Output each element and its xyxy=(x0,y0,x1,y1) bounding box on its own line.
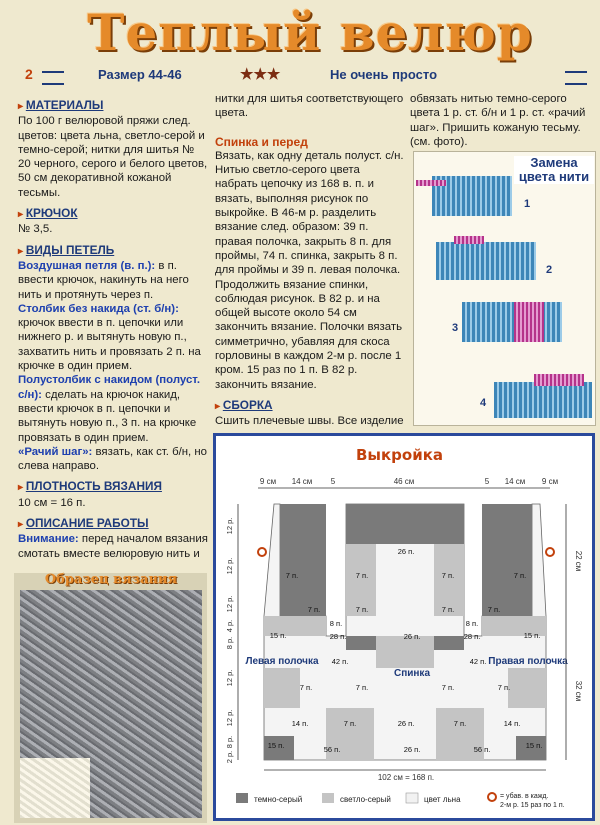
dim-label: 9 см xyxy=(541,477,559,486)
steps-title: Замена цвета нити xyxy=(514,156,594,184)
cell-label: 26 п. xyxy=(397,547,415,556)
cell-label: 7 п. xyxy=(307,605,321,614)
part-back-label: Спинка xyxy=(393,668,431,679)
step-number: 4 xyxy=(480,397,487,409)
cell-label: 26 п. xyxy=(403,745,421,754)
cell-label: 7 п. xyxy=(343,719,357,728)
yarn-strand xyxy=(454,236,484,244)
size-label: Размер 44-46 xyxy=(98,67,182,82)
cell-label: 8 п. xyxy=(329,619,343,628)
loops-heading: ▸ ВИДЫ ПЕТЕЛЬ xyxy=(18,243,208,259)
cell-label: 7 п. xyxy=(441,683,455,692)
dim-label: 2 р. xyxy=(225,750,234,764)
page-number: 2 xyxy=(25,66,33,82)
legend-decrease-text: = убав. в кажд. xyxy=(500,793,549,800)
knit-sample-photo xyxy=(20,590,202,818)
cell-label: 15 п. xyxy=(525,741,543,750)
dim-label: 5 xyxy=(484,477,490,486)
loop-3: Полустолбик с накидом (полуст. с/н): сделать на крючок накид, ввести крючок в п. цепочки и вытянуть новую п., 3 п. на крючке провязать в один прием. xyxy=(18,374,201,444)
back-text: Вязать, как одну деталь полуст. с/н. Нитью светло-серого цвета набрать цепочку из 168 в. п. и вязать, выполняя рисунок по выкройке. В 46-м р. разделить вязание след. образом: 39 п. правая полочка, закрыть 8 п. для проймы, 74 п. спинка, закрыть 8 п. для проймы и 39 п. левая полочка. Продолжить вязание спинки, соблюдая рисунок. В 82 р. и на общей высоте около 54 см закончить вязание. Полочки вязать симметрично, убавляя для скоса горловины в каждом 2-м р. после 1 кром. 15 раз по 1 п. В 82 р. закончить вязание. xyxy=(215,149,404,391)
dim-label: 14 см xyxy=(291,477,313,486)
cell-label: 26 п. xyxy=(397,719,415,728)
cell-label: 14 п. xyxy=(503,719,521,728)
difficulty-stars: ★★★ xyxy=(240,66,281,83)
cell-label: 7 п. xyxy=(513,571,527,580)
column-middle xyxy=(215,92,405,429)
column-right xyxy=(410,92,596,149)
bottom-dim-label: 102 см = 168 п. xyxy=(377,773,435,782)
cell-label: 7 п. xyxy=(355,571,369,580)
dim-label: 5 xyxy=(330,477,336,486)
dark-block xyxy=(280,504,326,616)
dim-label: 12 р. xyxy=(225,557,234,575)
cell-label: 56 п. xyxy=(323,745,341,754)
cell-label: 8 п. xyxy=(465,619,479,628)
cell-label: 7 п. xyxy=(441,605,455,614)
decrease-marker-icon xyxy=(488,793,496,801)
legend-decrease-text-line2: 2-м р. 15 раз по 1 п. xyxy=(500,802,565,809)
decrease-marker-icon xyxy=(546,548,554,556)
work-heading: ▸ ОПИСАНИЕ РАБОТЫ xyxy=(18,516,208,532)
cell-label: 7 п. xyxy=(453,719,467,728)
dim-label: 9 см xyxy=(259,477,277,486)
dim-label: 46 см xyxy=(393,477,415,486)
lines-icon xyxy=(565,71,587,85)
work-text: Внимание: перед началом вязания смотать вместе велюровую нить и xyxy=(18,533,208,560)
finishing-text: обвязать нитью темно-серого цвета 1 р. ст. б/н и 1 р. ст. «рачий шаг». Пришить кожаную тесьму. (см. фото). xyxy=(410,93,586,148)
step-number: 3 xyxy=(452,322,459,334)
loop-4: «Рачий шаг»: вязать, как ст. б/н, но слева направо. xyxy=(18,445,208,473)
cell-label: 42 п. xyxy=(469,657,487,666)
assembly-text: Сшить плечевые швы. Все изделие xyxy=(215,415,404,428)
cell-label: 7 п. xyxy=(285,571,299,580)
cell-label: 7 п. xyxy=(355,683,369,692)
cell-label: 7 п. xyxy=(441,571,455,580)
knit-swatch xyxy=(494,382,592,418)
light-block xyxy=(508,668,546,708)
legend-swatch-light xyxy=(322,793,334,803)
loop-2: Столбик без накида (ст. б/н): крючок ввести в п. цепочки или нижнего р. и вытянуть новую п., захватить нить и провязать 2 п. на крючке в один прием. xyxy=(18,302,201,373)
dark-block xyxy=(346,504,464,544)
back-heading: Спинка и перед xyxy=(215,134,308,149)
dim-label: 8 р. xyxy=(225,636,234,650)
materials-heading: ▸ МАТЕРИАЛЫ xyxy=(18,98,208,114)
dim-label: 14 см xyxy=(504,477,526,486)
lines-icon xyxy=(42,71,64,85)
density-heading: ▸ ПЛОТНОСТЬ ВЯЗАНИЯ xyxy=(18,479,208,495)
cell-label: 7 п. xyxy=(355,605,369,614)
materials-text: По 100 г велюровой пряжи след. цветов: цвета льна, светло-серой и темно-серой; нитки для шитья № 20 черного, серого и белого цветов, 50 см декоративной кожаной тесьмы. xyxy=(18,115,208,199)
dim-label: 32 см xyxy=(574,680,583,702)
dim-label: 12 р. xyxy=(225,517,234,535)
assembly-heading: ▸ СБОРКА xyxy=(215,398,405,414)
hook-heading: ▸ КРЮЧОК xyxy=(18,206,208,222)
knit-swatch xyxy=(436,242,536,280)
loop-1: Воздушная петля (в. п.): в п. ввести крючок, накинуть на него нить и протянуть через п. xyxy=(18,259,189,301)
part-right-label: Правая полочка xyxy=(488,656,568,667)
cell-label: 42 п. xyxy=(331,657,349,666)
yarn-strand xyxy=(416,180,446,186)
dim-label: 4 р. xyxy=(225,619,234,633)
legend-decrease-label xyxy=(500,792,565,809)
cell-label: 15 п. xyxy=(523,631,541,640)
cell-label: 26 п. xyxy=(403,632,421,641)
pattern-drawing xyxy=(216,436,592,818)
cell-label: 7 п. xyxy=(299,683,313,692)
legend-swatch-linen xyxy=(406,793,418,803)
legend-linen-label: цвет льна xyxy=(424,795,461,804)
cell-label: 15 п. xyxy=(269,631,287,640)
header-bar xyxy=(0,65,600,87)
color-change-steps xyxy=(413,151,596,426)
cell-label: 28 п. xyxy=(463,632,481,641)
legend-dark-label: темно-серый xyxy=(254,795,303,804)
dim-label: 8 р. xyxy=(225,735,234,749)
dim-label: 12 р. xyxy=(225,709,234,727)
intro-text: нитки для шитья соответствующего цвета. xyxy=(215,93,404,120)
cell-label: 28 п. xyxy=(329,632,347,641)
cell-label: 15 п. xyxy=(267,741,285,750)
page-title: Теплый велюр xyxy=(87,3,533,62)
step-number: 2 xyxy=(546,264,553,276)
legend-swatch-dark xyxy=(236,793,248,803)
dim-label: 12 р. xyxy=(225,669,234,687)
cell-label: 14 п. xyxy=(291,719,309,728)
difficulty-label: Не очень просто xyxy=(330,67,438,82)
hook-text: № 3,5. xyxy=(18,223,53,236)
dim-label: 12 р. xyxy=(225,595,234,613)
dark-block xyxy=(434,636,464,650)
pattern-schema xyxy=(213,433,595,821)
cell-label: 7 п. xyxy=(497,683,511,692)
dim-label: 22 см xyxy=(574,550,583,572)
dark-block xyxy=(346,636,376,650)
light-block xyxy=(264,668,300,708)
cell-label: 7 п. xyxy=(487,605,501,614)
yarn-strand xyxy=(534,374,584,386)
legend-light-label: светло-серый xyxy=(340,795,391,804)
part-left-label: Левая полочка xyxy=(245,656,319,667)
schema-title: Выкройка xyxy=(356,446,444,464)
knit-swatch xyxy=(462,302,562,342)
density-text: 10 см = 16 п. xyxy=(18,496,86,509)
step-number: 1 xyxy=(524,198,531,210)
sample-title: Образец вязания xyxy=(44,572,178,587)
dark-block xyxy=(482,504,532,616)
yarn-strand xyxy=(514,302,544,342)
decrease-marker-icon xyxy=(258,548,266,556)
column-left xyxy=(18,92,208,561)
cell-label: 56 п. xyxy=(473,745,491,754)
